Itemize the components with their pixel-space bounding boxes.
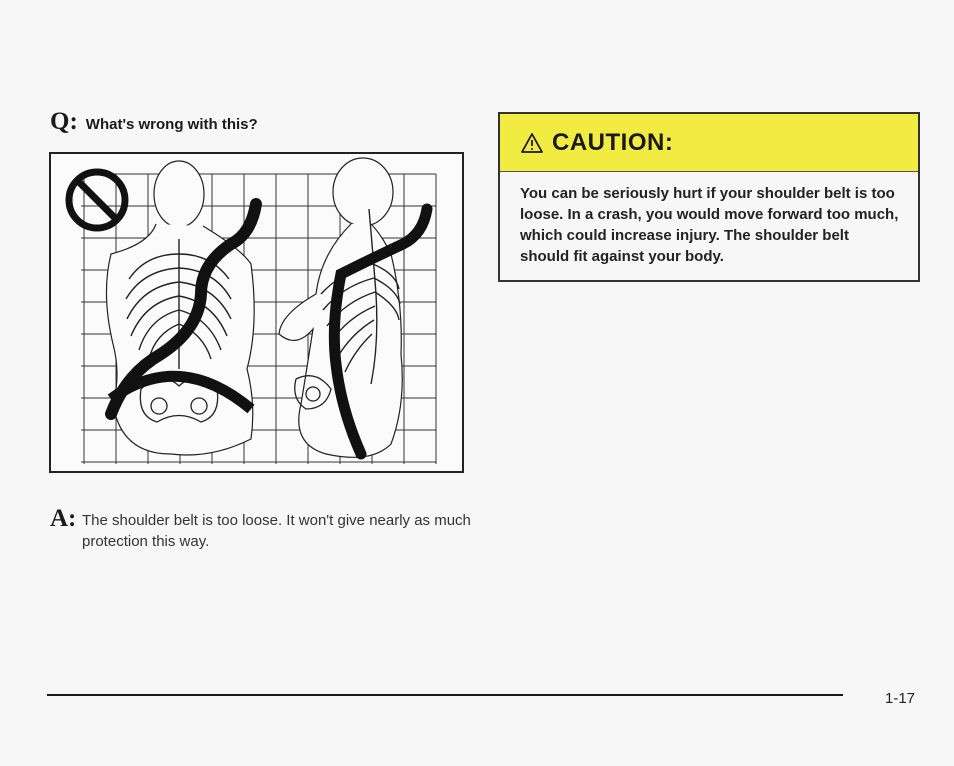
- answer-text: The shoulder belt is too loose. It won't give nearly as much protection this way.: [82, 512, 471, 550]
- caution-body: You can be seriously hurt if your shoulder belt is too loose. In a crash, you would move forward too much, which could increase injury. The shoulder belt should fit against your body.: [520, 185, 899, 265]
- caution-header: [500, 114, 918, 172]
- caution-title: CAUTION:: [552, 128, 674, 156]
- caution-box: [498, 112, 920, 282]
- prohibited-icon: [69, 172, 125, 228]
- footer-rule: [47, 694, 843, 696]
- warning-triangle-icon: [520, 132, 544, 154]
- skeleton-drawing: [51, 154, 462, 471]
- question-letter: Q:: [50, 108, 78, 135]
- answer-letter: A:: [50, 505, 77, 532]
- question: [50, 108, 258, 136]
- question-text: What's wrong with this?: [85, 116, 258, 133]
- page-number: 1-17: [885, 690, 916, 707]
- seatbelt-illustration: [49, 152, 464, 473]
